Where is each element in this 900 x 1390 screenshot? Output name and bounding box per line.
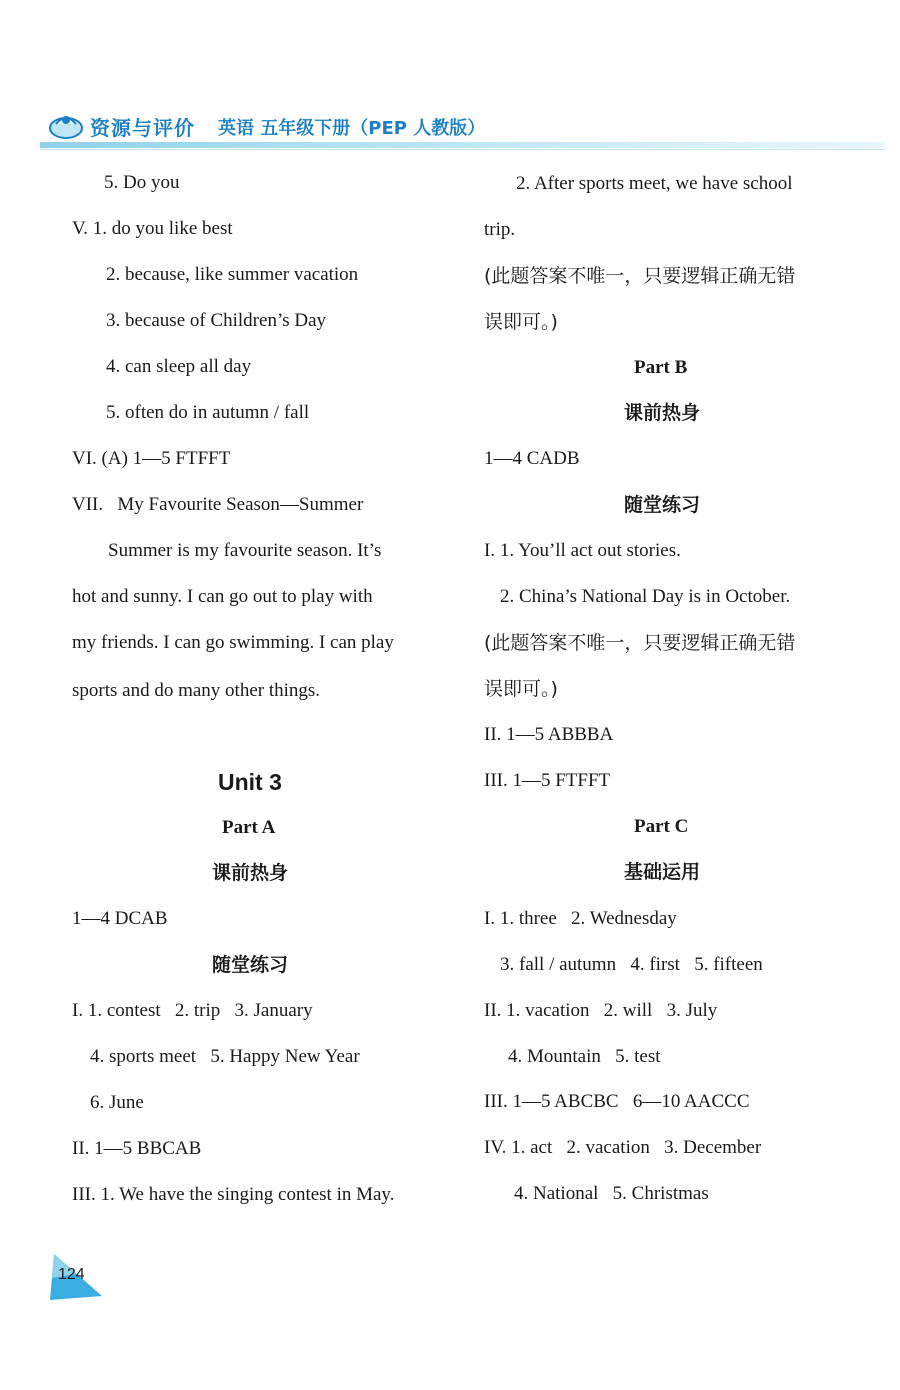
answer-line: II. 1—5 ABBBA xyxy=(484,724,614,745)
section-heading: 基础运用 xyxy=(624,861,701,883)
answer-line: III. 1. We have the singing contest in May. xyxy=(72,1184,395,1205)
page-header xyxy=(0,100,900,160)
note-line: 误即可。) xyxy=(484,678,558,700)
part-heading: Part A xyxy=(222,817,276,838)
answer-line: V. 1. do you like best xyxy=(72,218,233,239)
unit-heading: Unit 3 xyxy=(218,769,282,795)
answer-line: 5. Do you xyxy=(104,172,180,193)
answer-line: 2. After sports meet, we have school xyxy=(516,173,793,194)
section-heading: 随堂练习 xyxy=(212,954,289,976)
section-heading: 随堂练习 xyxy=(624,494,701,516)
answer-line: VII. My Favourite Season—Summer xyxy=(72,494,364,515)
part-heading: Part C xyxy=(634,816,689,837)
note-line: (此题答案不唯一，只要逻辑正确无错 xyxy=(484,632,796,654)
part-heading: Part B xyxy=(634,357,688,378)
essay-line: hot and sunny. I can go out to play with xyxy=(72,586,373,607)
essay-line: my friends. I can go swimming. I can play xyxy=(72,632,394,653)
answer-line: 3. fall / autumn 4. first 5. fifteen xyxy=(500,954,763,975)
series-title: 资源与评价 xyxy=(90,116,195,140)
answer-line: 6. June xyxy=(90,1092,144,1113)
answer-line: I. 1. You’ll act out stories. xyxy=(484,540,681,561)
header-band xyxy=(40,142,885,148)
answer-line: I. 1. contest 2. trip 3. January xyxy=(72,1000,313,1021)
answer-line: 4. sports meet 5. Happy New Year xyxy=(90,1046,360,1067)
answer-line: 2. China’s National Day is in October. xyxy=(500,586,791,607)
answer-line: 1—4 CADB xyxy=(484,448,580,469)
answer-line: I. 1. three 2. Wednesday xyxy=(484,908,677,929)
book-logo-icon xyxy=(48,106,84,142)
section-heading: 课前热身 xyxy=(212,862,289,884)
note-line: 误即可。) xyxy=(484,311,558,333)
essay-line: Summer is my favourite season. It’s xyxy=(108,540,382,561)
answer-line: 2. because, like summer vacation xyxy=(106,264,359,285)
answer-line: II. 1—5 BBCAB xyxy=(72,1138,202,1159)
answer-line: 5. often do in autumn / fall xyxy=(106,402,310,423)
answer-line: IV. 1. act 2. vacation 3. December xyxy=(484,1137,762,1158)
answer-line: VI. (A) 1—5 FTFFT xyxy=(72,448,231,469)
answer-line: 1—4 DCAB xyxy=(72,908,168,929)
answer-line: 4. National 5. Christmas xyxy=(514,1183,709,1204)
note-line: (此题答案不唯一，只要逻辑正确无错 xyxy=(484,265,796,287)
answer-line: 4. Mountain 5. test xyxy=(508,1046,661,1067)
answer-line: 3. because of Children’s Day xyxy=(106,310,327,331)
answer-line: 4. can sleep all day xyxy=(106,356,252,377)
page-number: 124 xyxy=(58,1266,85,1283)
essay-line: sports and do many other things. xyxy=(72,680,321,701)
section-heading: 课前热身 xyxy=(624,402,701,424)
header-rule xyxy=(40,149,885,150)
answer-line: III. 1—5 ABCBC 6—10 AACCC xyxy=(484,1091,750,1112)
answer-line: II. 1. vacation 2. will 3. July xyxy=(484,1000,718,1021)
answer-line: III. 1—5 FTFFT xyxy=(484,770,611,791)
answer-line: trip. xyxy=(484,219,516,240)
book-subtitle: 英语 五年级下册（PEP 人教版） xyxy=(218,118,486,139)
